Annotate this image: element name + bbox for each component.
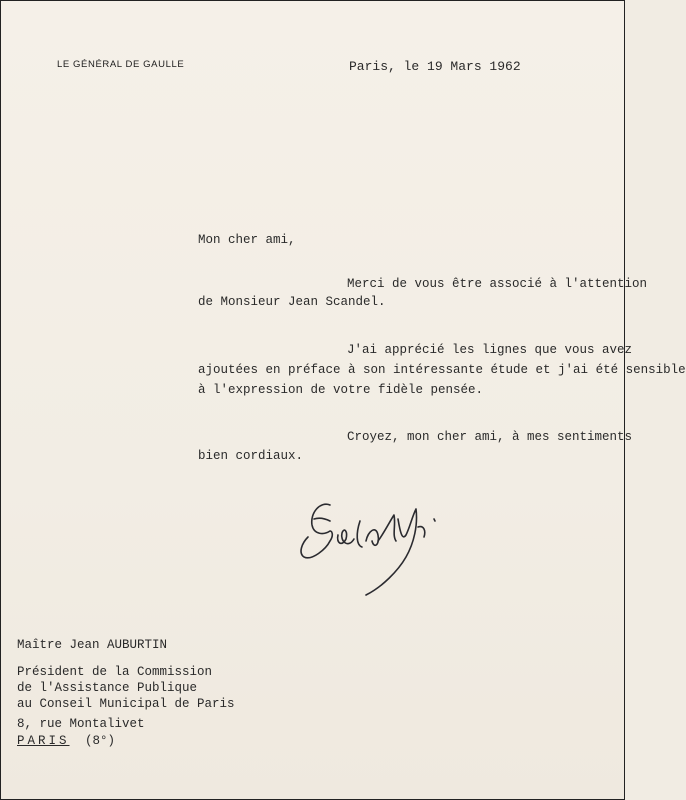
paragraph-2-line-1: J'ai apprécié les lignes que vous avez [347,343,633,357]
recipient-title-line-3: au Conseil Municipal de Paris [17,697,235,711]
handwritten-signature [286,491,456,611]
letter-date: Paris, le 19 Mars 1962 [349,59,521,74]
recipient-title-line-2: de l'Assistance Publique [17,681,198,695]
recipient-name: Maître Jean AUBURTIN [17,638,168,652]
salutation: Mon cher ami, [198,233,296,247]
recipient-street: 8, rue Montalivet [17,717,145,731]
recipient-title-line-1: Président de la Commission [17,665,213,679]
letterhead: LE GÉNÉRAL DE GAULLE [57,59,185,70]
paragraph-2-line-3: à l'expression de votre fidèle pensée. [198,383,484,397]
paragraph-3-line-2: bien cordiaux. [198,449,304,463]
paragraph-2-line-2: ajoutées en préface à son intéressante étude et j'ai été sensible [198,363,686,377]
paragraph-1-line-1: Merci de vous être associé à l'attention [347,277,648,291]
recipient-city: PARIS [17,734,70,748]
recipient-district: (8°) [85,734,116,748]
recipient-city-line [17,734,115,748]
paragraph-3-line-1: Croyez, mon cher ami, à mes sentiments [347,430,633,444]
paragraph-1-line-2: de Monsieur Jean Scandel. [198,295,386,309]
